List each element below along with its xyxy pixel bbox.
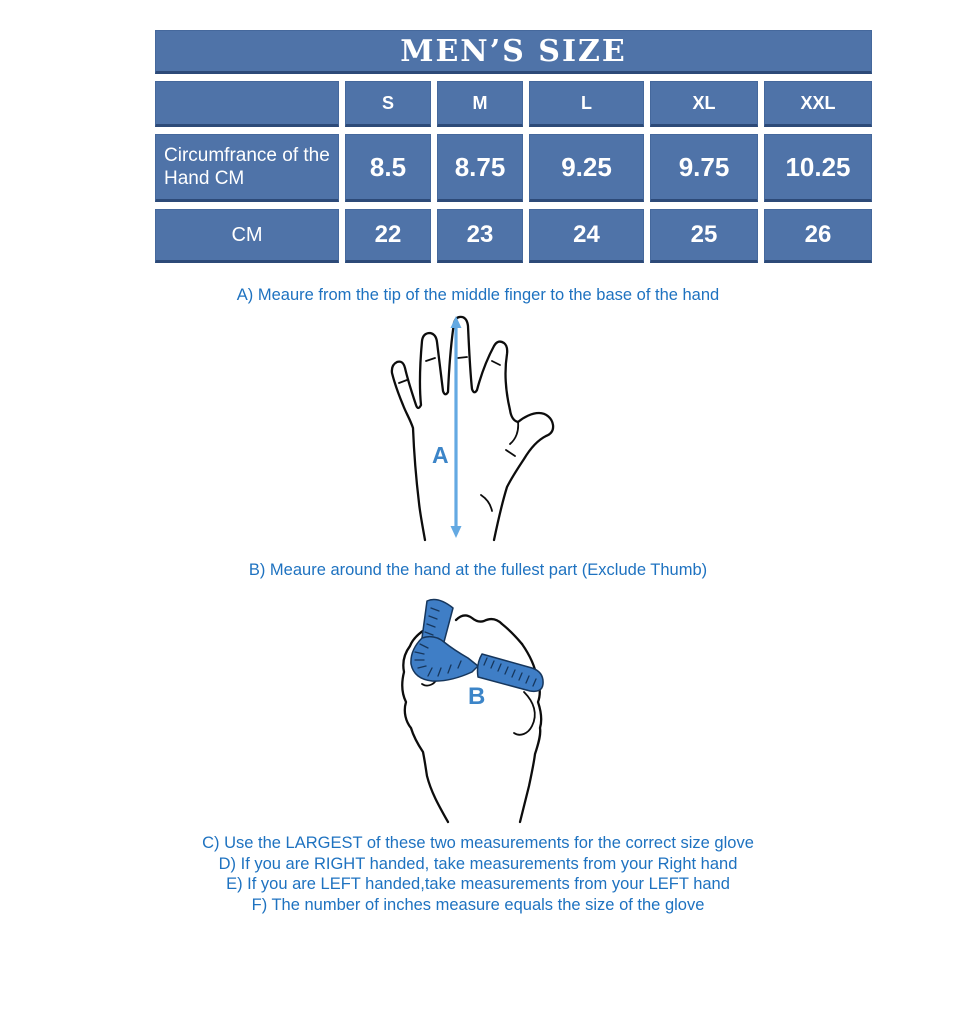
column-header-m: M: [437, 81, 523, 127]
circumference-value-xl: 9.75: [650, 134, 758, 202]
cm-value-m: 23: [437, 209, 523, 263]
row-label-circumference: Circumfrance of the Hand CM: [155, 134, 339, 202]
circumference-value-l: 9.25: [529, 134, 644, 202]
column-header-l: L: [529, 81, 644, 127]
row-label-cm: CM: [155, 209, 339, 263]
hand-measurement-diagram: [386, 313, 558, 549]
fist-measurement-diagram: [398, 596, 548, 828]
note-e: E) If you are LEFT handed,take measurements from your LEFT hand: [226, 875, 730, 894]
cm-value-xl: 25: [650, 209, 758, 263]
hand-silhouette: [392, 317, 553, 540]
caption-measure-b: B) Meaure around the hand at the fullest part (Exclude Thumb): [248, 561, 708, 579]
cm-value-xxl: 26: [764, 209, 872, 263]
circumference-value-xxl: 10.25: [764, 134, 872, 202]
caption-measure-a: A) Meaure from the tip of the middle finger to the base of the hand: [236, 286, 720, 304]
column-header-xl: XL: [650, 81, 758, 127]
fist-label-b: B: [468, 683, 486, 710]
column-header-blank: [155, 81, 339, 127]
note-c: C) Use the LARGEST of these two measurements for the correct size glove: [202, 834, 754, 852]
cm-value-l: 24: [529, 209, 644, 263]
note-d: D) If you are RIGHT handed, take measurements from your Right hand: [218, 854, 738, 873]
circumference-value-m: 8.75: [437, 134, 523, 202]
size-chart-table: [155, 30, 872, 263]
cm-value-s: 22: [345, 209, 431, 263]
column-header-xxl: XXL: [764, 81, 872, 127]
notes-block: [0, 833, 956, 915]
table-title: MEN’S SIZE: [155, 30, 872, 74]
circumference-value-s: 8.5: [345, 134, 431, 202]
note-f: F) The number of inches measure equals the size of the glove: [251, 895, 705, 914]
column-header-s: S: [345, 81, 431, 127]
hand-label-a: A: [432, 442, 449, 468]
